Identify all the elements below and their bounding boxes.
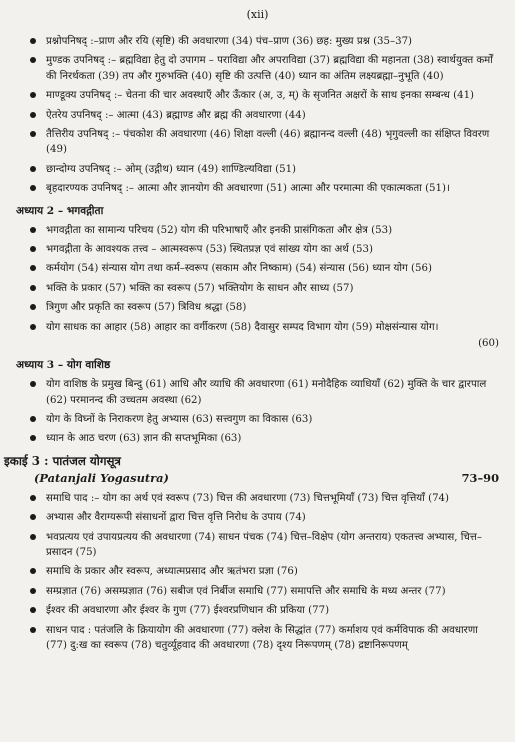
- unit3-subtitle: (Patanjali Yogasutra): [34, 470, 169, 485]
- chapter3-list: [0, 377, 515, 447]
- bullet-icon: [30, 285, 36, 291]
- list-item: अभ्यास और वैराग्यरूपी संसाधनों द्वारा चित्त वृत्ति निरोध के उपाय (74): [0, 510, 515, 525]
- list-item: मुण्डक उपनिषद् :– ब्रह्मविद्या हेतु दो उपागम – पराविद्या और अपराविद्या (37) ब्रह्मविद्या की महानता (38) स्वार्थयुक्त कर्मों की निरर्थकता (39) तप और गुरुभक्ति (40) सृष्टि की उत्पत्ति (40) ध्यान का अंतिम लक्ष्यब्रह्मा–नुभूति (40): [0, 53, 515, 84]
- bullet-icon: [30, 112, 36, 118]
- bullet-icon: [30, 246, 36, 252]
- bullet-icon: [30, 568, 36, 574]
- page-number: (xii): [246, 8, 269, 21]
- bullet-icon: [30, 534, 36, 540]
- list-item: भक्ति के प्रकार (57) भक्ति का स्वरूप (57) भक्तियोग के साधन और साध्य (57): [0, 281, 515, 296]
- bullet-icon: [30, 304, 36, 310]
- list-item: योग साधक का आहार (58) आहार का वर्गीकरण (58) दैवासुर सम्पद विभाग योग (59) मोक्षसंन्यास योग।: [0, 320, 515, 335]
- bullet-icon: [30, 416, 36, 422]
- list-item: माण्डूक्य उपनिषद् :– चेतना की चार अवस्थाएँ और ऊँकार (अ, उ, म्) के सृजनित अक्षरों के साथ इनका सम्बन्ध (41): [0, 88, 515, 103]
- bullet-icon: [30, 38, 36, 44]
- list-item: छान्दोग्य उपनिषद् :– ओम् (उद्गीथ) ध्यान (49) शाण्डिल्यविद्या (51): [0, 162, 515, 177]
- list-item: कर्मयोग (54) संन्यास योग तथा कर्म–स्वरूप (सकाम और निष्काम) (54) संन्यास (56) ध्यान योग (56): [0, 261, 515, 276]
- bullet-icon: [30, 166, 36, 172]
- bullet-icon: [30, 324, 36, 330]
- unit3-list: [0, 491, 515, 654]
- chapter2-list: [0, 223, 515, 351]
- bullet-icon: [30, 227, 36, 233]
- list-item: तैत्तिरीय उपनिषद् :– पंचकोश की अवधारणा (46) शिक्षा वल्ली (46) ब्रह्मानन्द वल्ली (48) भृगुवल्ली का संक्षिप्त विवरण (49): [0, 127, 515, 158]
- bullet-icon: [30, 131, 36, 137]
- list-item: भगवद्गीता के आवश्यक तत्त्व – आत्मस्वरूप (53) स्थितप्रज्ञ एवं सांख्य योग का अर्थ (53): [0, 242, 515, 257]
- bullet-icon: [30, 381, 36, 387]
- list-item: भवप्रत्यय एवं उपायप्रत्यय की अवधारणा (74) साधन पंचक (74) चित्त–विक्षेप (योग अन्तराय) एकतत्त्व अभ्यास, चित्त–प्रसादन (75): [0, 530, 515, 561]
- list-item: प्रश्नोपनिषद् :–प्राण और रयि (सृष्टि) की अवधारणा (34) पंच–प्राण (36) छह: मुख्य प्रश्न (35–37): [0, 34, 515, 49]
- bullet-icon: [30, 588, 36, 594]
- unit3-title: इकाई 3 : पातंजल योगसूत्र: [4, 453, 121, 468]
- list-item: बृहदारण्यक उपनिषद् :– आत्मा और ज्ञानयोग की अवधारणा (51) आत्मा और परमात्मा की एकात्मकता (51)।: [0, 181, 515, 196]
- bullet-icon: [30, 495, 36, 501]
- unit3-heading: [0, 453, 515, 470]
- list-item: समाधि पाद :– योग का अर्थ एवं स्वरूप (73) चित्त की अवधारणा (73) चित्तभूमियाँ (73) चित्त वृत्तियाँ (74): [0, 491, 515, 506]
- list-item: साधन पाद : पतंजलि के क्रियायोग की अवधारणा (77) क्लेश के सिद्धांत (77) कर्माशय एवं कर्मविपाक की अवधारणा (77) दु:ख का स्वरूप (78) चतुर्व्यूहवाद की अवधारणा (78) दृश्य निरूपणम् (78) द्रष्टानिरूपणम्: [0, 623, 515, 654]
- bullet-icon: [30, 435, 36, 441]
- list-item: ईश्वर की अवधारणा और ईश्वर के गुण (77) ईश्वरप्रणिधान की प्रकिया (77): [0, 603, 515, 618]
- list-item: त्रिगुण और प्रकृति का स्वरूप (57) त्रिविध श्रद्धा (58): [0, 300, 515, 315]
- page-ref: (60): [478, 338, 499, 350]
- chapter2-heading: अध्याय 2 – भगवद्गीता: [16, 204, 104, 217]
- list-item: ऐतरेय उपनिषद् :– आत्मा (43) ब्रह्माण्ड और ब्रह्म की अवधारणा (44): [0, 108, 515, 123]
- list-item: योग वाशिष्ठ के प्रमुख बिन्दु (61) आधि और व्याधि की अवधारणा (61) मनोदैहिक व्याधियाँ (62) मुक्ति के चार द्वारपाल (62) परमानन्द की उच्चतम अवस्था (62): [0, 377, 515, 408]
- bullet-icon: [30, 514, 36, 520]
- list-item: योग के विघ्नों के निराकरण हेतु अभ्यास (63) सत्त्वगुण का विकास (63): [0, 412, 515, 427]
- list-item: ध्यान के आठ चरण (63) ज्ञान की सप्तभूमिका (63): [0, 431, 515, 446]
- bullet-icon: [30, 607, 36, 613]
- bullet-icon: [30, 57, 36, 63]
- bullet-icon: [30, 185, 36, 191]
- unit3-subheading: [0, 470, 515, 488]
- section1-list: [0, 34, 515, 197]
- bullet-icon: [30, 627, 36, 633]
- list-item: समाधि के प्रकार और स्वरूप, अध्यात्मप्रसाद और ऋतंभरा प्रज्ञा (76): [0, 564, 515, 579]
- bullet-icon: [30, 265, 36, 271]
- chapter3-heading: अध्याय 3 – योग वाशिष्ठ: [16, 359, 111, 372]
- list-item: सम्प्रज्ञात (76) असम्प्रज्ञात (76) सबीज एवं निर्बीज समाधि (77) समापत्ति और समाधि के मध्य अन्तर (77): [0, 584, 515, 599]
- toc-content: [0, 34, 515, 657]
- list-item: भगवद्गीता का सामान्य परिचय (52) योग की परिभाषाएँ और इनकी प्रासंगिकता और क्षेत्र (53): [0, 223, 515, 238]
- unit3-pages: 73–90: [461, 470, 499, 485]
- bullet-icon: [30, 92, 36, 98]
